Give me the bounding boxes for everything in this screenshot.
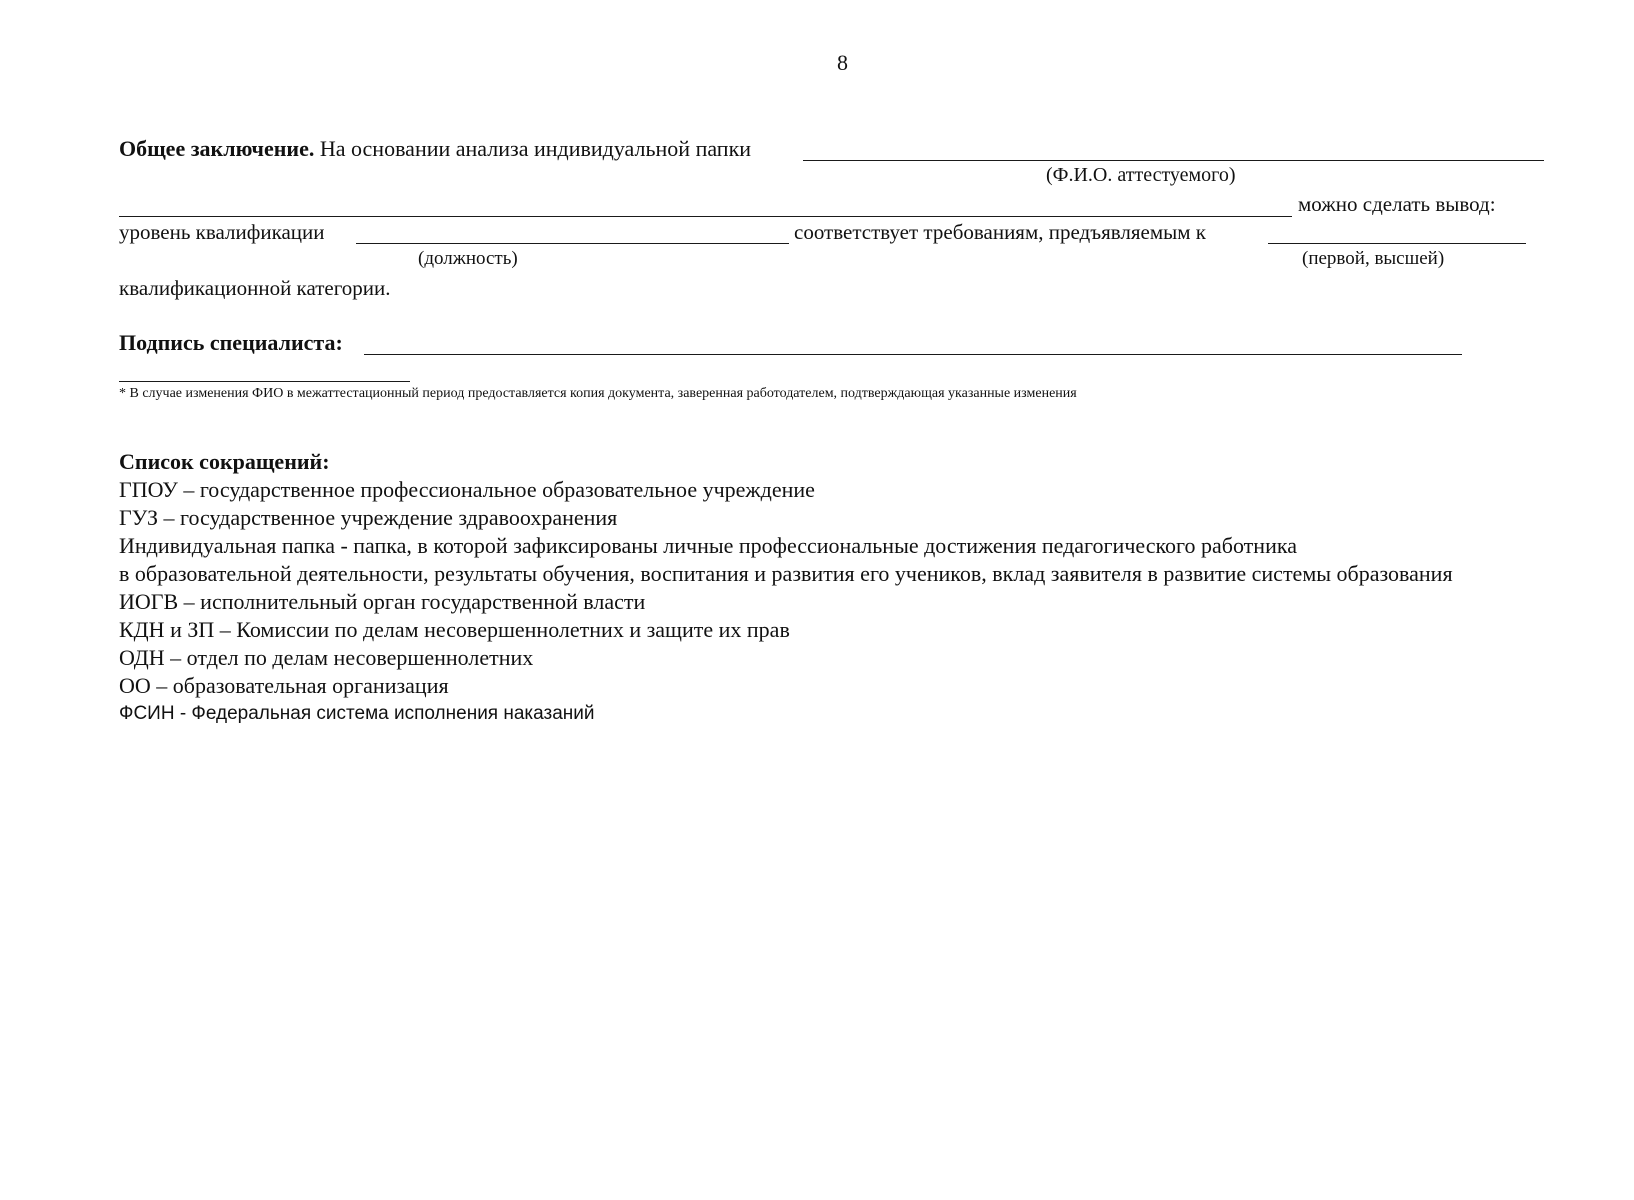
- footnote-separator: [119, 381, 410, 382]
- signature-label: Подпись специалиста:: [119, 330, 343, 355]
- fio-caption: (Ф.И.О. аттестуемого): [1046, 164, 1236, 186]
- position-caption: (должность): [418, 248, 518, 269]
- conclusion-label: Общее заключение.: [119, 136, 315, 161]
- page-number: 8: [837, 50, 848, 75]
- footnote: * В случае изменения ФИО в межаттестационный период предоставляется копия документа, заверенная работодателем, подтверждающая указанные изменения: [119, 386, 1077, 401]
- abbreviation-item: ОО – образовательная организация: [119, 673, 449, 698]
- fio-blank-line-2[interactable]: [119, 216, 1292, 217]
- abbreviation-item: ОДН – отдел по делам несовершеннолетних: [119, 645, 534, 670]
- abbreviations-title: Список сокращений:: [119, 449, 330, 474]
- fio-blank-line-1[interactable]: [803, 160, 1544, 161]
- signature-blank-line[interactable]: [364, 354, 1462, 355]
- conclusion-intro: [119, 136, 751, 162]
- category-caption: (первой, высшей): [1302, 248, 1445, 269]
- level-label: уровень квалификации: [119, 220, 325, 244]
- category-text: квалификационной категории.: [119, 276, 391, 300]
- requirements-text: соответствует требованиям, предъявляемым к: [794, 220, 1206, 244]
- abbreviation-item: в образовательной деятельности, результаты обучения, воспитания и развития его учеников, вклад заявителя в развитие системы образования: [119, 561, 1453, 586]
- category-blank-line[interactable]: [1268, 243, 1526, 244]
- abbreviation-item: Индивидуальная папка - папка, в которой зафиксированы личные профессиональные достижения педагогического работника: [119, 533, 1297, 558]
- abbreviation-item: ФСИН - Федеральная система исполнения наказаний: [119, 703, 595, 724]
- position-blank-line[interactable]: [356, 243, 789, 244]
- conclusion-phrase: можно сделать вывод:: [1298, 192, 1496, 216]
- abbreviation-item: ГУЗ – государственное учреждение здравоохранения: [119, 505, 618, 530]
- abbreviation-item: ИОГВ – исполнительный орган государственной власти: [119, 589, 646, 614]
- conclusion-intro-text: На основании анализа индивидуальной папки: [319, 136, 752, 161]
- abbreviation-item: ГПОУ – государственное профессиональное образовательное учреждение: [119, 477, 815, 502]
- abbreviation-item: КДН и ЗП – Комиссии по делам несовершеннолетних и защите их прав: [119, 617, 790, 642]
